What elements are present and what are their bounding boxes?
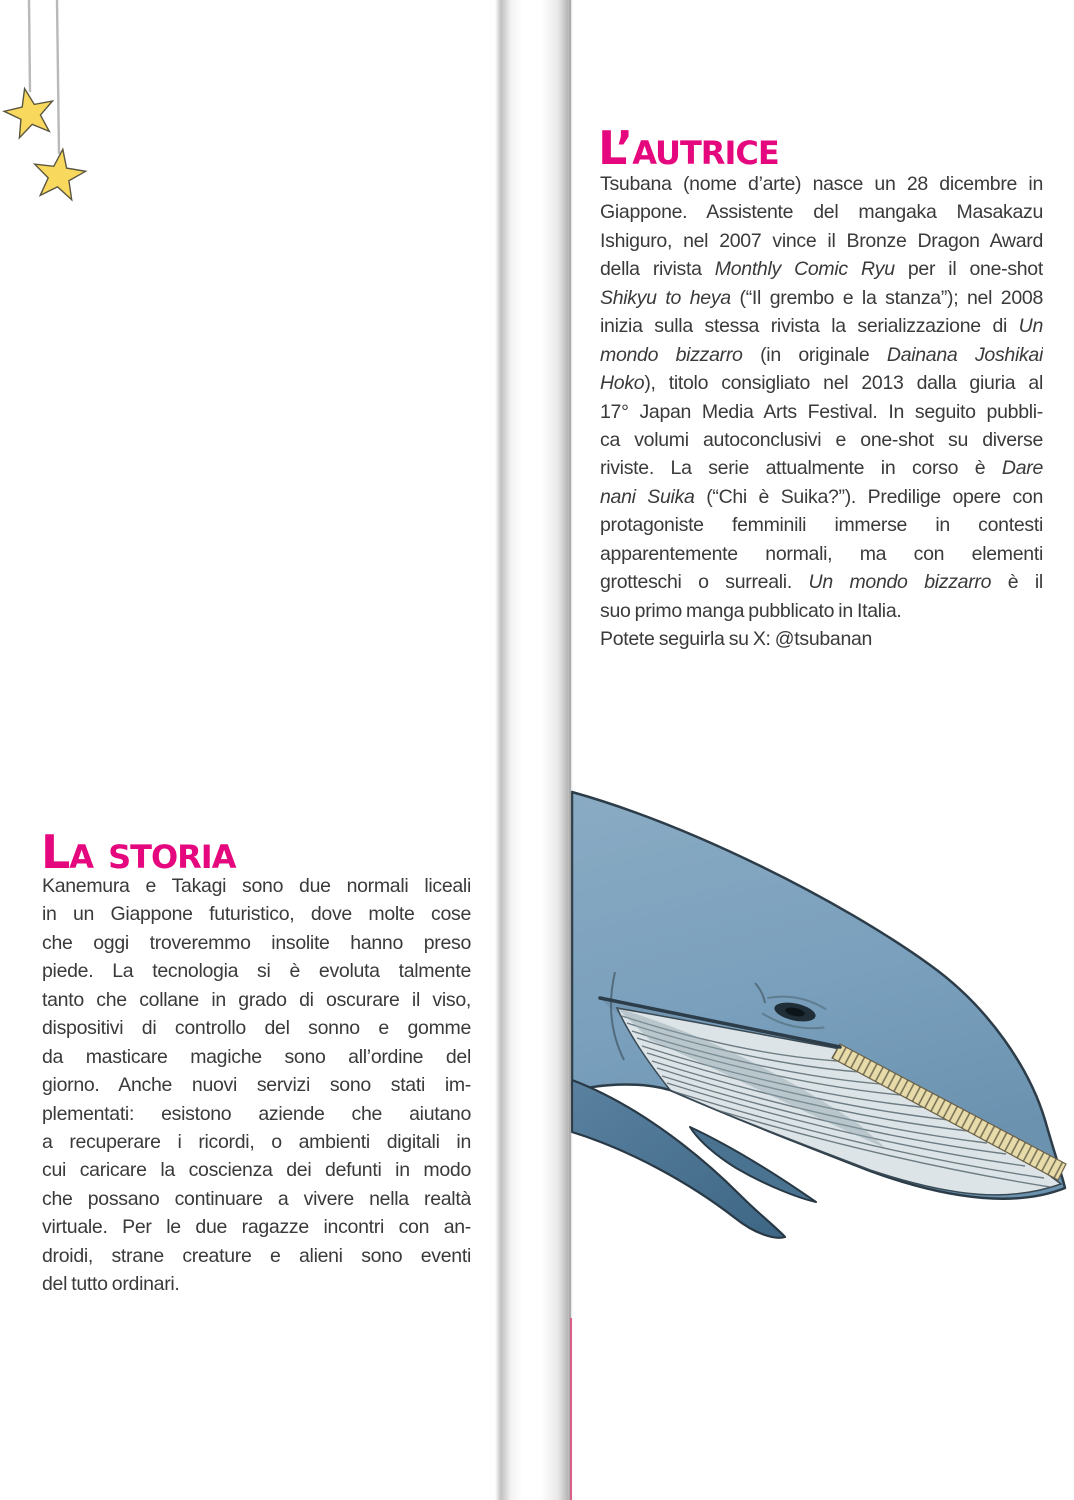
text-line: 17° Japan Media Arts Festival. In seguito pubbli- [600,400,1043,423]
section-heading-autrice: L’autrice [598,121,779,175]
text-line: mondo bizzarro (in originale Dainana Joshikai [600,343,1043,366]
text-line: plementati: esistono aziende che aiutano [42,1102,471,1125]
section-heading-storia: La storia [41,825,236,879]
text-line: riviste. La serie attualmente in corso è Dare [600,457,1043,480]
text-line: Shikyu to heya (“Il grembo e la stanza”); nel 2008 [600,286,1043,309]
cover-pink-edge [570,1318,572,1500]
text-line: della rivista Monthly Comic Ryu per il one-shot [600,258,1043,281]
text-line: Kanemura e Takagi sono due normali liceali [42,875,471,897]
text-line: virtuale. Per le due ragazze incontri con an- [42,1216,471,1239]
text-line: grotteschi o surreali. Un mondo bizzarro è il [600,571,1043,594]
text-line: del tutto ordinari. [42,1273,180,1296]
text-line: ca volumi autoconclusivi e one-shot su diverse [600,428,1043,451]
text-line: Potete seguirla su X: @tsubanan [600,628,873,650]
text-line: cui caricare la coscienza dei defunti in modo [42,1159,471,1182]
text-line: piede. La tecnologia si è evoluta talmente [42,960,471,983]
text-line: che oggi troveremmo insolite hanno preso [42,931,471,954]
text-line: da masticare magiche sono all’ordine del [42,1045,471,1068]
autrice-paragraph [600,170,1043,653]
text-line: a recuperare i ricordi, o ambienti digitali in [42,1130,471,1153]
text-line: in un Giappone futuristico, dove molte cose [42,903,471,926]
star-string-line [57,0,59,154]
text-line: protagoniste femminili immerse in contesti [600,514,1043,537]
text-line: apparentemente normali, ma con elementi [600,542,1043,565]
storia-paragraph [42,872,471,1299]
star-string-line [29,0,30,92]
text-line: inizia sulla stessa rivista la serializzazione di Un [600,315,1043,338]
text-line: suo primo manga pubblicato in Italia. [600,599,902,622]
star-icon [4,89,52,138]
text-line: giorno. Anche nuovi servizi sono stati im- [42,1074,471,1097]
text-line: che possano continuare a vivere nella realtà [42,1187,471,1210]
text-line: Tsubana (nome d’arte) nasce un 28 dicembre in [600,173,1043,195]
page-fold-shadow [495,0,575,1500]
text-line: Hoko), titolo consigliato nel 2013 dalla giuria al [600,372,1043,395]
star-icon [35,149,86,200]
text-line: tanto che collane in grado di oscurare il viso, [42,988,471,1011]
whale-illustration [540,740,1074,1400]
hanging-stars-illustration [0,0,120,235]
text-line: Giappone. Assistente del mangaka Masakazu [600,201,1043,224]
text-line: nani Suika (“Chi è Suika?”). Predilige opere con [600,485,1043,508]
text-line: dispositivi di controllo del sonno e gomme [42,1017,471,1040]
text-line: droidi, strane creature e alieni sono eventi [42,1244,471,1267]
text-line: Ishiguro, nel 2007 vince il Bronze Dragon Award [600,229,1043,252]
flap-edge-line [569,0,571,1500]
